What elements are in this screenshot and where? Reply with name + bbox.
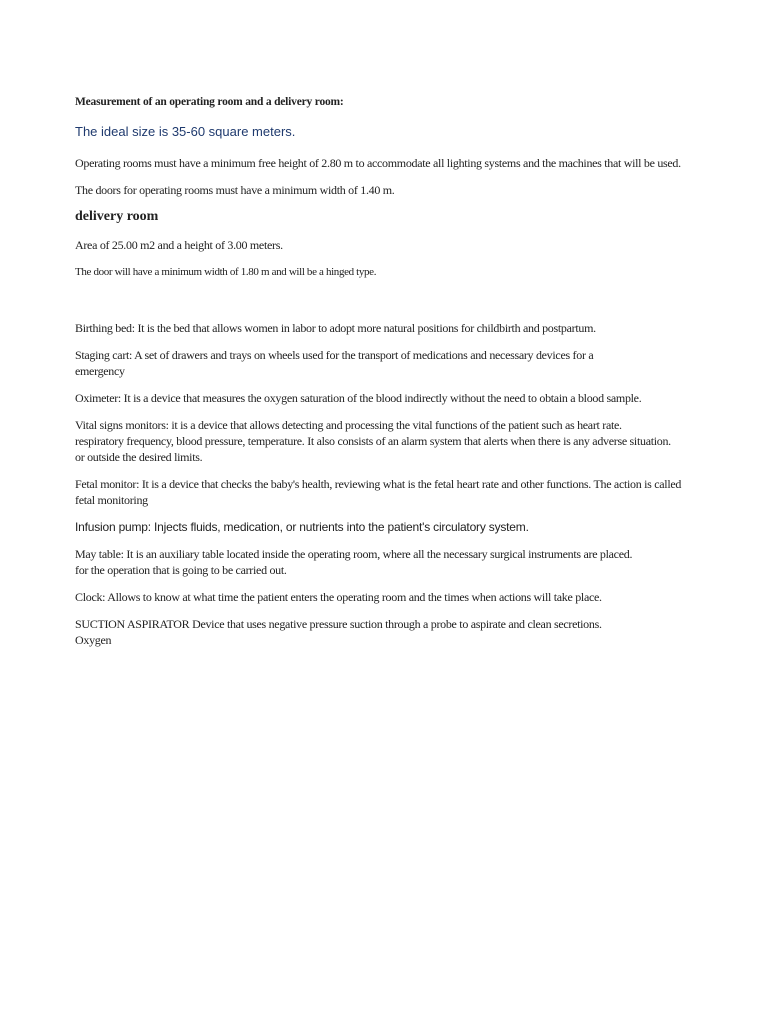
equipment-fetal-monitor: Fetal monitor: It is a device that checks the baby's health, reviewing what is the fetal heart rate and other functions. The action is called fetal monitoring xyxy=(75,477,682,507)
document-heading: Measurement of an operating room and a delivery room: xyxy=(75,96,344,108)
delivery-room-heading: delivery room xyxy=(75,209,159,224)
equipment-oxygen: Oxygen xyxy=(75,633,112,647)
operating-room-doors-text: The doors for operating rooms must have a minimum width of 1.40 m. xyxy=(75,183,395,197)
equipment-vital-signs-monitor: Vital signs monitors: it is a device that allows detecting and processing the vital functions of the patient such as heart rate. respiratory frequency, blood pressure, temperature. It also consists of an alarm system that alerts when there is any adverse situation. or outside the desired limits. xyxy=(75,418,671,464)
delivery-room-door-text: The door will have a minimum width of 1.80 m and will be a hinged type. xyxy=(75,266,377,278)
equipment-oximeter: Oximeter: It is a device that measures the oxygen saturation of the blood indirectly without the need to obtain a blood sample. xyxy=(75,391,642,405)
equipment-suction-aspirator: SUCTION ASPIRATOR Device that uses negative pressure suction through a probe to aspirate and clean secretions. xyxy=(75,617,602,631)
ideal-size-note: The ideal size is 35-60 square meters. xyxy=(75,124,296,139)
equipment-infusion-pump: Infusion pump: Injects fluids, medication, or nutrients into the patient's circulatory system. xyxy=(75,520,529,534)
equipment-birthing-bed: Birthing bed: It is the bed that allows women in labor to adopt more natural positions for childbirth and postpartum. xyxy=(75,321,596,335)
document-page xyxy=(75,96,745,659)
operating-room-height-text: Operating rooms must have a minimum free height of 2.80 m to accommodate all lighting systems and the machines that will be used. xyxy=(75,156,681,170)
section-spacer xyxy=(75,291,745,320)
equipment-may-table: May table: It is an auxiliary table located inside the operating room, where all the necessary surgical instruments are placed. for the operation that is going to be carried out. xyxy=(75,547,633,577)
equipment-clock: Clock: Allows to know at what time the patient enters the operating room and the times when actions will take place. xyxy=(75,590,602,604)
delivery-room-area-text: Area of 25.00 m2 and a height of 3.00 meters. xyxy=(75,238,283,252)
equipment-staging-cart: Staging cart: A set of drawers and trays on wheels used for the transport of medications and necessary devices for a emergency xyxy=(75,348,594,378)
